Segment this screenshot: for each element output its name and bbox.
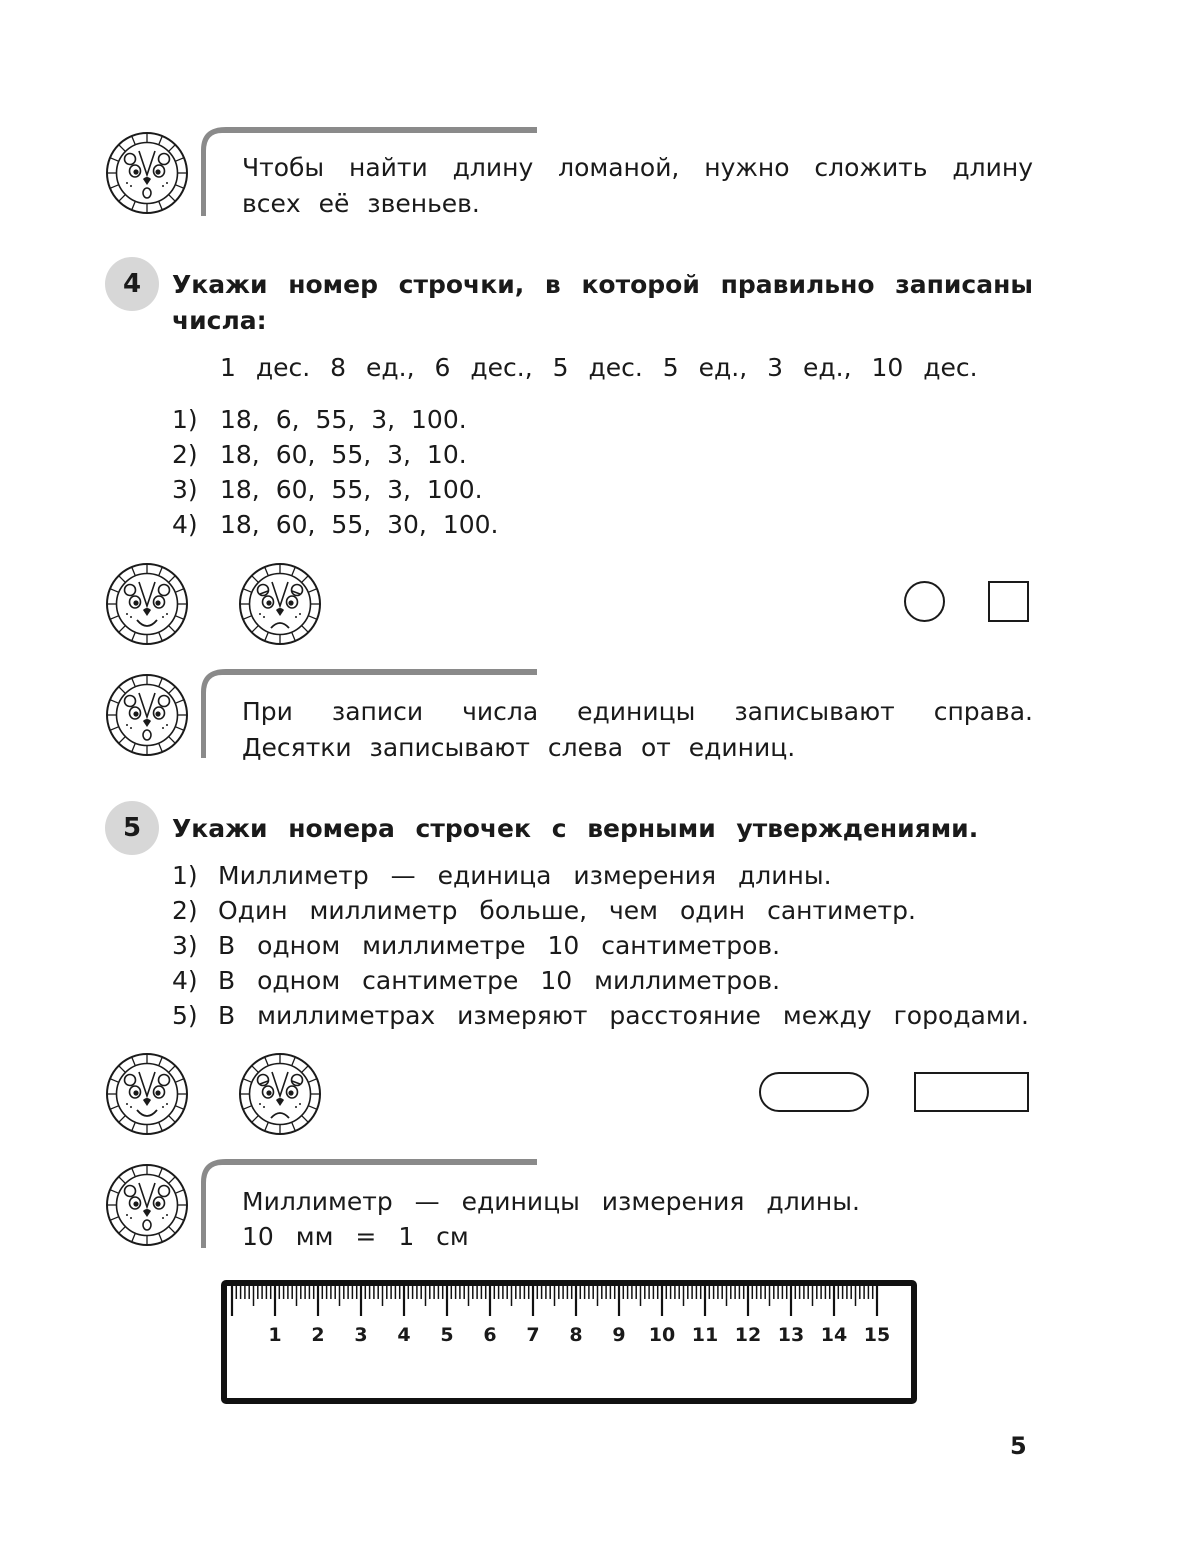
ruler-label: 9 — [612, 1324, 626, 1346]
ruler-label: 11 — [691, 1324, 719, 1346]
rule-number-writing: При записи числа единицы записывают справа. Десятки записывают слева от единиц. — [242, 697, 1033, 762]
option-number: 1) — [172, 405, 198, 434]
answer-square[interactable] — [988, 581, 1029, 622]
option-text: 18, 6, 55, 3, 100. — [220, 405, 467, 434]
lion-sad-icon[interactable] — [238, 562, 322, 646]
option-text: Один миллиметр больше, чем один сантиметр. — [218, 896, 916, 925]
rule-millimeter: Миллиметр — единицы измерения длины. — [242, 1187, 860, 1216]
ruler-label: 4 — [397, 1324, 411, 1346]
ruler-label: 13 — [777, 1324, 805, 1346]
lion-sad-icon[interactable] — [238, 1052, 322, 1136]
ruler-label: 14 — [820, 1324, 848, 1346]
option-number: 2) — [172, 896, 198, 925]
option-text: 18, 60, 55, 30, 100. — [220, 510, 499, 539]
option-text: В миллиметрах измеряют расстояние между городами. — [218, 1001, 1029, 1030]
lion-happy-icon[interactable] — [105, 1052, 189, 1136]
option-text: В одном сантиметре 10 миллиметров. — [218, 966, 781, 995]
option-number: 2) — [172, 440, 198, 469]
ruler-label: 10 — [648, 1324, 676, 1346]
option-number: 3) — [172, 931, 198, 960]
ruler-label: 7 — [526, 1324, 540, 1346]
rule-polyline-length: Чтобы найти длину ломаной, нужно сложить длину всех её звеньев. — [242, 153, 1033, 218]
ruler-label: 8 — [569, 1324, 583, 1346]
task5-title: Укажи номера строчек с верными утверждениями. — [172, 814, 979, 843]
option-number: 3) — [172, 475, 198, 504]
lion-happy-icon[interactable] — [105, 562, 189, 646]
answer-oval[interactable] — [759, 1072, 869, 1112]
lion-neutral-icon — [105, 131, 189, 215]
option-number: 4) — [172, 510, 198, 539]
lion-neutral-icon — [105, 1163, 189, 1247]
option-text: 18, 60, 55, 3, 100. — [220, 475, 483, 504]
task-number-badge: 5 — [105, 801, 159, 855]
task-number-badge: 4 — [105, 257, 159, 311]
ruler-label: 1 — [268, 1324, 282, 1346]
task4-title: Укажи номер строчки, в которой правильно записаны числа: — [172, 270, 1033, 335]
answer-rectangle[interactable] — [914, 1072, 1029, 1112]
option-number: 5) — [172, 1001, 198, 1030]
option-number: 1) — [172, 861, 198, 890]
ruler — [220, 1279, 920, 1407]
ruler-label: 12 — [734, 1324, 762, 1346]
lion-neutral-icon — [105, 673, 189, 757]
ruler-label: 2 — [311, 1324, 325, 1346]
rule-mm-to-cm: 10 мм = 1 см — [242, 1222, 469, 1251]
option-text: 18, 60, 55, 3, 10. — [220, 440, 467, 469]
answer-circle[interactable] — [904, 581, 945, 622]
option-number: 4) — [172, 966, 198, 995]
page-number: 5 — [1010, 1432, 1027, 1460]
option-text: Миллиметр — единица измерения длины. — [218, 861, 832, 890]
task4-given-numbers: 1 дес. 8 ед., 6 дес., 5 дес. 5 ед., 3 ед., 10 дес. — [220, 353, 978, 382]
ruler-label: 6 — [483, 1324, 497, 1346]
ruler-label: 15 — [863, 1324, 891, 1346]
ruler-label: 3 — [354, 1324, 368, 1346]
ruler-label: 5 — [440, 1324, 454, 1346]
option-text: В одном миллиметре 10 сантиметров. — [218, 931, 781, 960]
